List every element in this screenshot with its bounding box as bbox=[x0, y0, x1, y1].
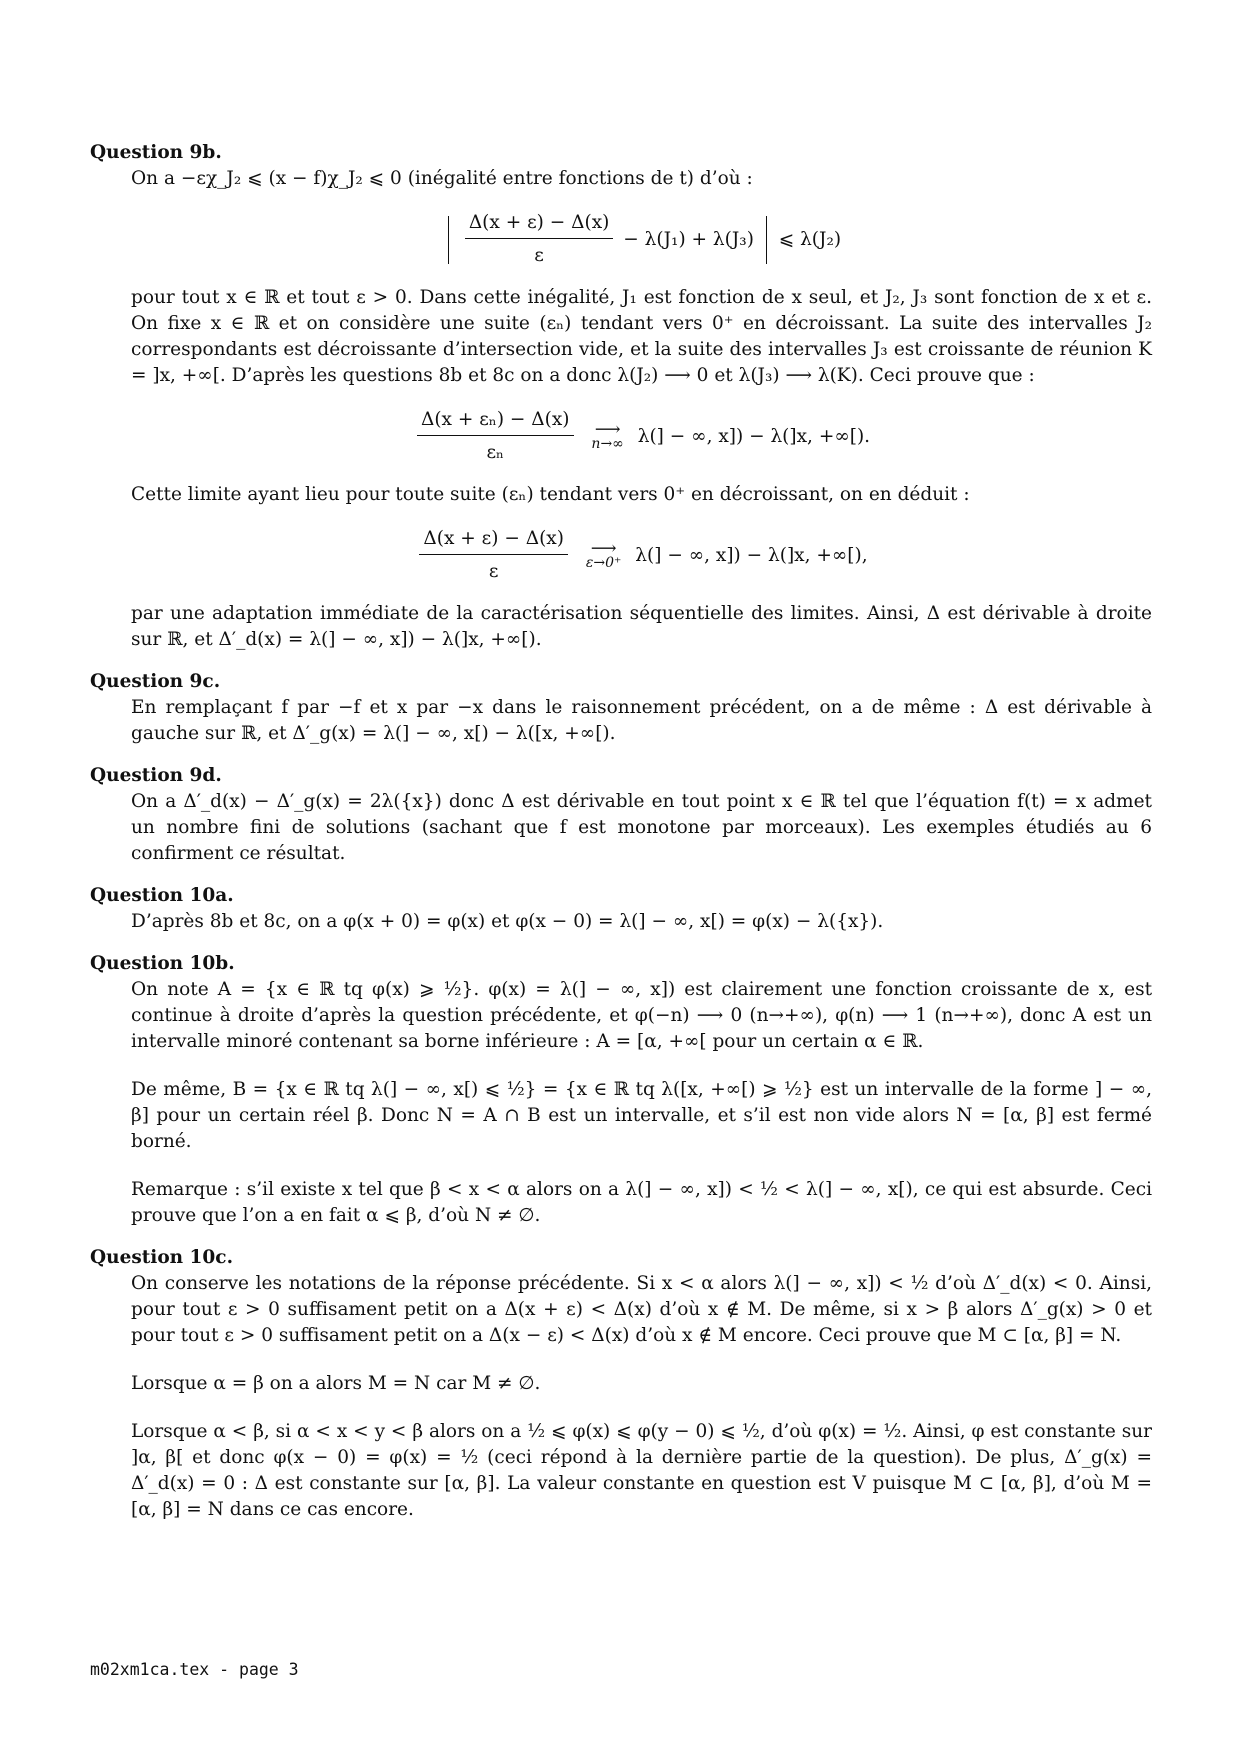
section-question-9d bbox=[90, 763, 1152, 867]
paragraph: On a Δ′_d(x) − Δ′_g(x) = 2λ({x}) donc Δ est dérivable en tout point x ∈ ℝ tel que l’équation f(t) = x admet un nombre fini de solutions (sachant que f est monotone par morceaux). Les exemples étudiés au 6 confirment ce résultat. bbox=[131, 791, 1152, 864]
abs-bar-left bbox=[448, 216, 449, 264]
paragraph: Cette limite ayant lieu pour toute suite (εₙ) tendant vers 0⁺ en décroissant, on en déduit : bbox=[131, 484, 970, 505]
fraction-denominator: εₙ bbox=[486, 442, 505, 463]
fraction bbox=[419, 526, 568, 585]
limit-subscript: n→∞ bbox=[591, 435, 624, 452]
fraction-numerator: Δ(x + ε) − Δ(x) bbox=[465, 210, 614, 239]
question-title: Question 10b. bbox=[90, 953, 235, 974]
question-title: Question 10c. bbox=[90, 1247, 234, 1268]
paragraph: On note A = {x ∈ ℝ tq φ(x) ⩾ ½}. φ(x) = λ(] − ∞, x]) est clairement une fonction croissante de x, est continue à droite d’après la question précédente, et φ(−n) ⟶ 0 (n→+∞), φ(n) ⟶ 1 (n→+∞), donc A est un intervalle minoré contenant sa borne inférieure : A = [α, +∞[ pour un certain α ∈ ℝ. bbox=[131, 979, 1152, 1052]
paragraph: Lorsque α < β, si α < x < y < β alors on a ½ ⩽ φ(x) ⩽ φ(y − 0) ⩽ ½, d’où φ(x) = ½. Ainsi, φ est constante sur ]α, β[ et donc φ(x − 0) = φ(x) = ½ (ceci répond à la dernière partie de la question). De plus, Δ′_g(x) = Δ′_d(x) = 0 : Δ est constante sur [α, β]. La valeur constante en question est V puisque M ⊂ [α, β], d’où M = [α, β] = N dans ce cas encore. bbox=[131, 1421, 1152, 1520]
question-body bbox=[131, 977, 1152, 1229]
paragraph: En remplaçant f par −f et x par −x dans le raisonnement précédent, on a de même : Δ est dérivable à gauche sur ℝ, et Δ′_g(x) = λ(] − ∞, x[) − λ([x, +∞[). bbox=[131, 697, 1152, 744]
question-body bbox=[131, 909, 1152, 935]
page-footer: m02xm1ca.tex - page 3 bbox=[90, 1660, 299, 1679]
question-title: Question 9c. bbox=[90, 671, 221, 692]
section-question-10a bbox=[90, 883, 1152, 935]
paragraph: De même, B = {x ∈ ℝ tq λ(] − ∞, x[) ⩽ ½} = {x ∈ ℝ tq λ([x, +∞[) ⩾ ½} est un intervalle de la forme ] − ∞, β] pour un certain réel β. Donc N = A ∩ B est un intervalle, et s’il est non vide alors N = [α, β] est fermé borné. bbox=[131, 1079, 1152, 1152]
section-question-10b bbox=[90, 951, 1152, 1229]
limit-subscript: ε→0⁺ bbox=[585, 554, 622, 571]
fraction bbox=[465, 210, 614, 269]
arrow-icon: ⟶ bbox=[590, 537, 617, 559]
fraction bbox=[417, 407, 574, 466]
paragraph: Remarque : s’il existe x tel que β < x < α alors on a λ(] − ∞, x]) < ½ < λ(] − ∞, x[), ce qui est absurde. Ceci prouve que l’on a en fait α ⩽ β, d’où N ≠ ∅. bbox=[131, 1179, 1152, 1226]
page-content bbox=[90, 140, 1152, 1539]
question-title: Question 9d. bbox=[90, 765, 222, 786]
paragraph: Lorsque α = β on a alors M = N car M ≠ ∅. bbox=[131, 1373, 541, 1394]
section-question-9c bbox=[90, 669, 1152, 747]
equation-rhs: λ(] − ∞, x]) − λ(]x, +∞[), bbox=[635, 544, 868, 566]
question-title: Question 10a. bbox=[90, 885, 234, 906]
question-body bbox=[131, 166, 1152, 653]
paragraph: On conserve les notations de la réponse précédente. Si x < α alors λ(] − ∞, x]) < ½ d’où Δ′_d(x) < 0. Ainsi, pour tout ε > 0 suffisament petit on a Δ(x + ε) < Δ(x) d’où x ∉ M. De même, si x > β alors Δ′_g(x) > 0 et pour tout ε > 0 suffisament petit on a Δ(x − ε) < Δ(x) d’où x ∉ M encore. Ceci prouve que M ⊂ [α, β] = N. bbox=[131, 1273, 1152, 1346]
equation-rhs: ⩽ λ(J₂) bbox=[778, 228, 842, 250]
equation-rhs: λ(] − ∞, x]) − λ(]x, +∞[). bbox=[637, 425, 871, 447]
question-body bbox=[131, 789, 1152, 867]
equation-limit-sequence bbox=[131, 407, 1152, 466]
paragraph: D’après 8b et 8c, on a φ(x + 0) = φ(x) et φ(x − 0) = λ(] − ∞, x[) = φ(x) − λ({x}). bbox=[131, 911, 884, 932]
question-title: Question 9b. bbox=[90, 142, 222, 163]
paragraph: pour tout x ∈ ℝ et tout ε > 0. Dans cette inégalité, J₁ est fonction de x seul, et J₂, J₃ sont fonction de x et ε. On fixe x ∈ ℝ et on considère une suite (εₙ) tendant vers 0⁺ en décroissant. La suite des intervalles J₂ correspondants est décroissante d’intersection vide, et la suite des intervalles J₃ est croissante de réunion K = ]x, +∞[. D’après les questions 8b et 8c on a donc λ(J₂) ⟶ 0 et λ(J₃) ⟶ λ(K). Ceci prouve que : bbox=[131, 287, 1152, 386]
question-body bbox=[131, 695, 1152, 747]
paragraph: On a −εχ_J₂ ⩽ (x − f)χ_J₂ ⩽ 0 (inégalité entre fonctions de t) d’où : bbox=[131, 168, 753, 189]
fraction-denominator: ε bbox=[534, 245, 544, 266]
question-body bbox=[131, 1271, 1152, 1523]
limit-arrow bbox=[591, 418, 624, 452]
abs-bar-right bbox=[766, 216, 767, 264]
equation-limit-epsilon bbox=[131, 526, 1152, 585]
paragraph: par une adaptation immédiate de la caractérisation séquentielle des limites. Ainsi, Δ est dérivable à droite sur ℝ, et Δ′_d(x) = λ(] − ∞, x]) − λ(]x, +∞[). bbox=[131, 603, 1152, 650]
equation-inequality bbox=[131, 210, 1152, 269]
limit-arrow bbox=[585, 537, 622, 571]
fraction-denominator: ε bbox=[488, 561, 499, 582]
equation-term: − λ(J₁) + λ(J₃) bbox=[623, 228, 754, 250]
fraction-numerator: Δ(x + εₙ) − Δ(x) bbox=[417, 407, 574, 436]
arrow-icon: ⟶ bbox=[594, 418, 621, 440]
fraction-numerator: Δ(x + ε) − Δ(x) bbox=[419, 526, 568, 555]
section-question-10c bbox=[90, 1245, 1152, 1523]
section-question-9b bbox=[90, 140, 1152, 653]
